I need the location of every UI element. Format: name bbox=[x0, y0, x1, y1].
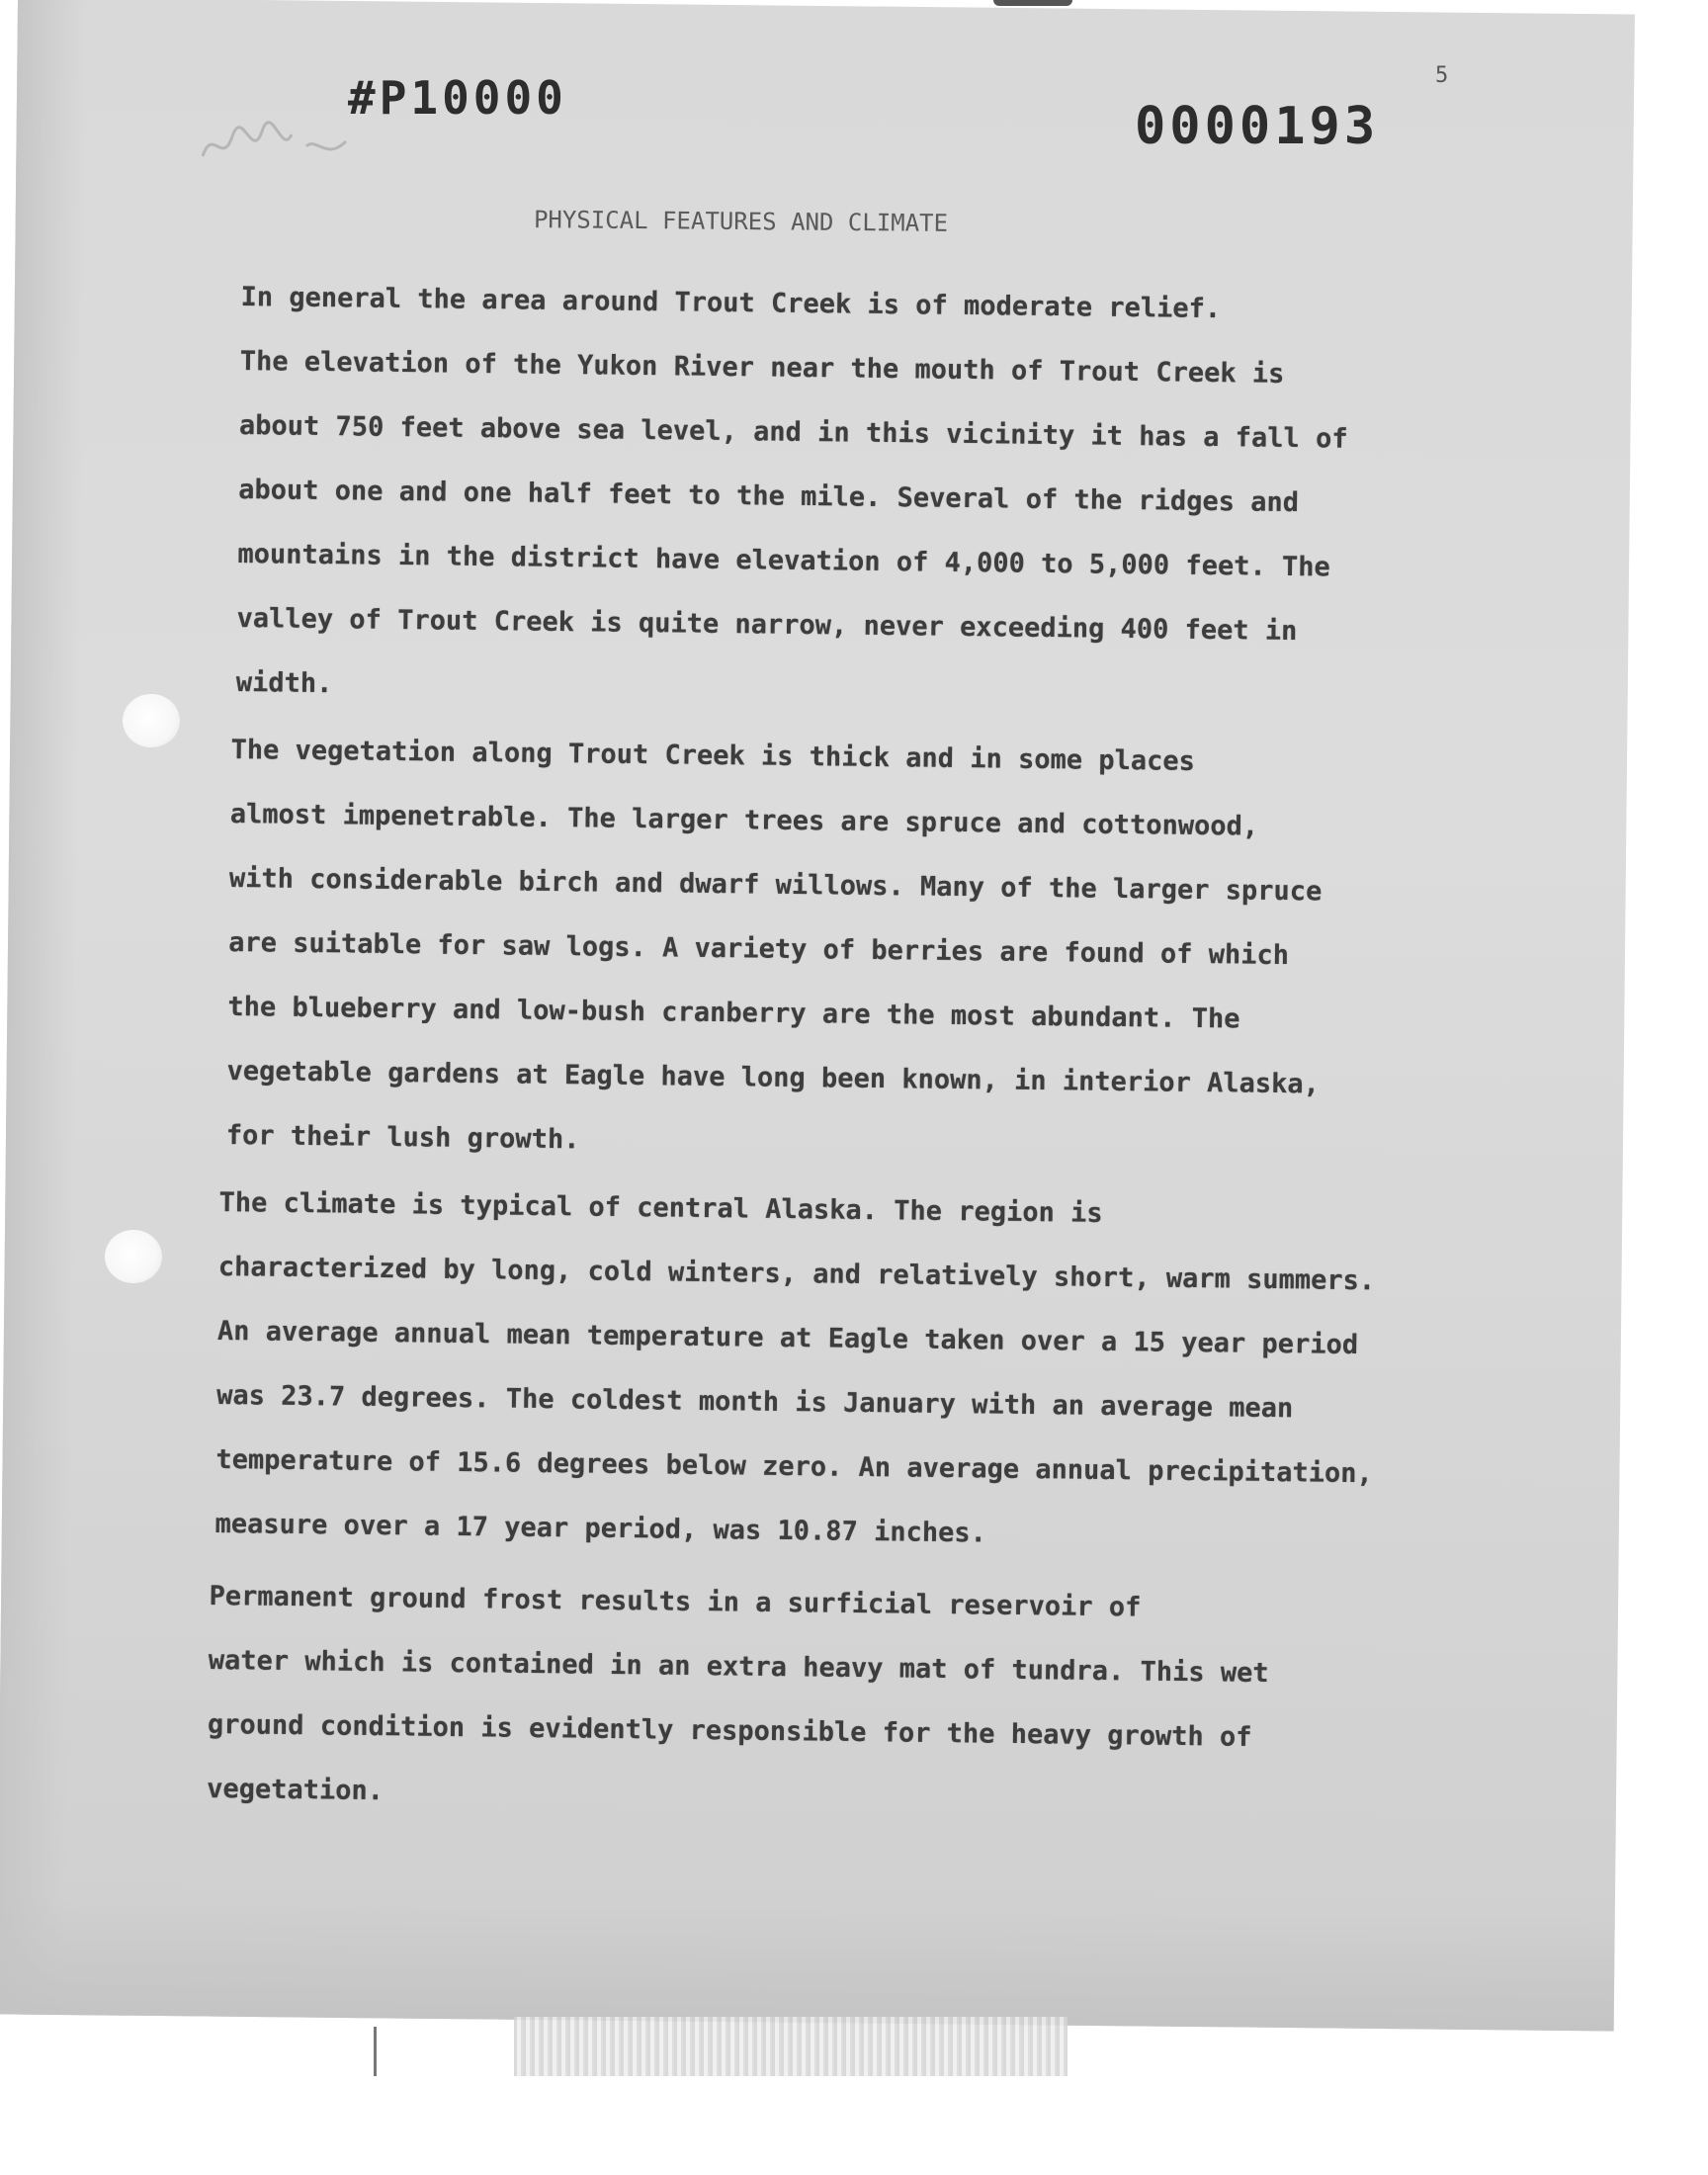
sheet-bottom-shade bbox=[0, 1895, 1615, 2031]
punch-hole-bottom bbox=[105, 1230, 162, 1283]
paragraph-vegetation: The vegetation along Trout Creek is thick and in some places almost impenetrable. The larger trees are spruce and cottonwood, with considerable birch and dwarf willows. Many of the larger spruce are suitable for saw logs. A variety of berries are found of which the blueberry and low-bush cranberry are the most abundant. The vegetable gardens at Eagle have long been known, in interior Alaska, for their lush growth. bbox=[225, 734, 1323, 1156]
paragraph-relief: In general the area around Trout Creek is of moderate relief. The elevation of the Yukon River near the mouth of Trout Creek is about 750 feet above sea level, and in this vicinity it has a fall of about one and one half feet to the mile. Several of the ridges and mountains in the district have elevation of 4,000 to 5,000 feet. The valley of Trout Creek is quite narrow, never exceeding 400 feet in width. bbox=[235, 281, 1348, 700]
scan-artifact-streak bbox=[514, 2017, 1068, 2076]
page-sequence-stamp: 0000193 bbox=[1135, 97, 1380, 156]
document-id-stamp: #P10000 bbox=[348, 71, 567, 125]
paragraph-climate: The climate is typical of central Alaska. The region is characterized by long, cold winters, and relatively short, warm summers. An average annual mean temperature at Eagle taken over a 15 year period was 23.7 degrees. The coldest month is January with an average mean temperature of 15.6 degrees below zero. An average annual precipitation, measure over a 17 year period, was 10.87 inches. bbox=[214, 1186, 1376, 1549]
sheet-left-shadow bbox=[0, 0, 87, 2015]
page-number: 5 bbox=[1435, 63, 1449, 88]
faint-handwriting-mark bbox=[198, 107, 356, 176]
scan-artifact-line bbox=[374, 2027, 377, 2076]
scan-edge-mark bbox=[993, 0, 1072, 6]
section-title: PHYSICAL FEATURES AND CLIMATE bbox=[533, 206, 949, 237]
punch-hole-top bbox=[123, 694, 180, 747]
paragraph-ground-frost: Permanent ground frost results in a surficial reservoir of water which is contained in an extra heavy mat of tundra. This wet ground condition is evidently responsible for the heavy growth of vegetation. bbox=[207, 1580, 1269, 1807]
